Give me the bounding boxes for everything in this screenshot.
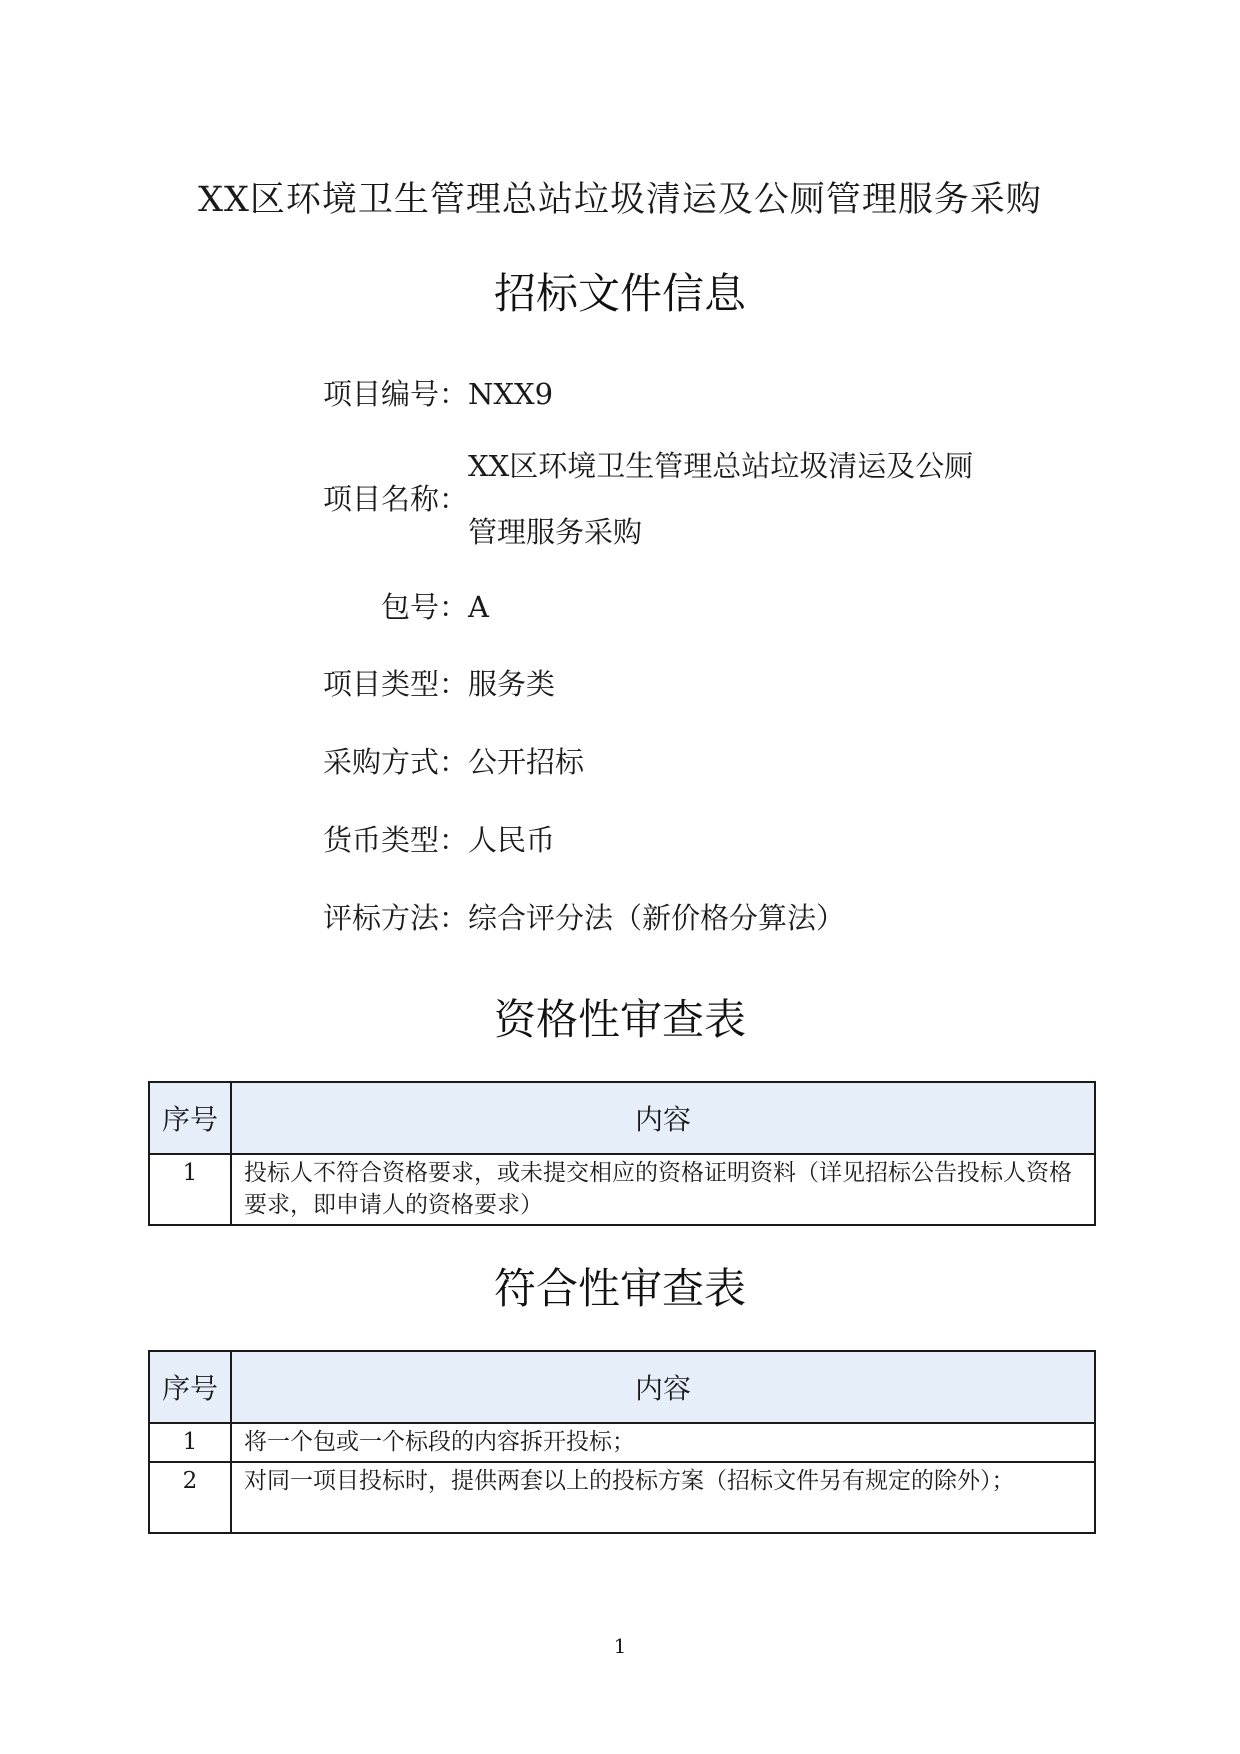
column-header-index: 序号 [149, 1082, 231, 1154]
info-label: 项目名称： [322, 482, 468, 516]
table-row [149, 1154, 1095, 1225]
table-row [149, 1423, 1095, 1462]
info-row-package-number [300, 587, 1020, 627]
info-row-project-number [300, 374, 1020, 414]
info-label: 项目编号： [322, 377, 468, 411]
info-value: NXX9 [468, 377, 554, 411]
info-row-currency-type [300, 820, 1020, 860]
qualification-review-heading: 资格性审查表 [493, 995, 746, 1044]
row-index: 1 [149, 1154, 231, 1225]
row-content: 投标人不符合资格要求，或未提交相应的资格证明资料（详见招标公告投标人资格要求，即申请人的资格要求） [231, 1154, 1095, 1225]
table-header-row [149, 1082, 1095, 1154]
column-header-content: 内容 [231, 1351, 1095, 1423]
info-row-project-type [300, 664, 1020, 704]
column-header-content: 内容 [231, 1082, 1095, 1154]
table-header-row [149, 1351, 1095, 1423]
info-label: 项目类型： [322, 667, 468, 701]
compliance-review-table [148, 1350, 1096, 1534]
info-row-procurement-method [300, 742, 1020, 782]
compliance-review-heading: 符合性审查表 [493, 1264, 746, 1313]
info-value: 服务类 [468, 667, 556, 701]
page-number: 1 [613, 1634, 627, 1658]
info-value: 人民币 [468, 823, 556, 857]
info-label: 评标方法： [322, 901, 468, 935]
qualification-review-table [148, 1081, 1096, 1226]
info-label: 货币类型： [322, 823, 468, 857]
document-title: XX区环境卫生管理总站垃圾清运及公厕管理服务采购 [198, 180, 1042, 220]
info-row-evaluation-method [300, 898, 1020, 938]
row-content: 将一个包或一个标段的内容拆开投标； [231, 1423, 1095, 1462]
info-value: 综合评分法（新价格分算法） [468, 901, 846, 935]
table-row [149, 1462, 1095, 1533]
info-value: XX区环境卫生管理总站垃圾清运及公厕管理服务采购 [468, 449, 974, 549]
info-value: 公开招标 [468, 745, 585, 779]
column-header-index: 序号 [149, 1351, 231, 1423]
tender-info-heading: 招标文件信息 [493, 269, 746, 318]
row-content: 对同一项目投标时，提供两套以上的投标方案（招标文件另有规定的除外）； [231, 1462, 1095, 1533]
row-index: 2 [149, 1462, 231, 1533]
info-row-project-name [300, 433, 1020, 565]
info-label: 包号： [380, 590, 468, 624]
info-value: A [468, 590, 489, 624]
row-index: 1 [149, 1423, 231, 1462]
info-label: 采购方式： [322, 745, 468, 779]
